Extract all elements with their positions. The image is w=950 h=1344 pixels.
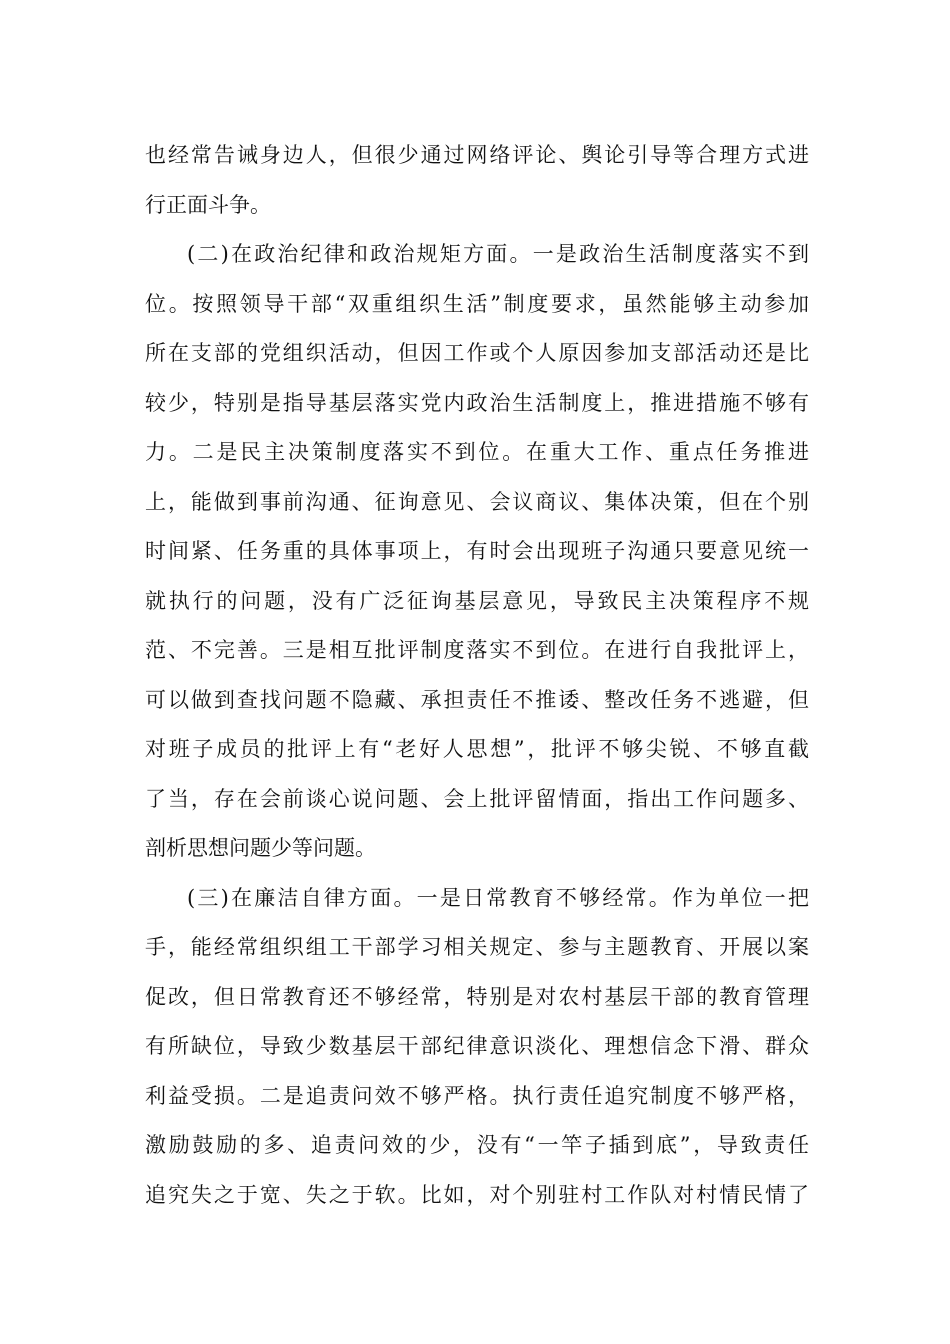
text-line: 也经常告诫身边人，但很少通过网络评论、舆论引导等合理方式进 <box>145 143 809 167</box>
text-line: 促改，但日常教育还不够经常，特别是对农村基层干部的教育管理 <box>145 984 809 1009</box>
text-line: 有所缺位，导致少数基层干部纪律意识淡化、理想信念下滑、群众 <box>145 1034 809 1058</box>
text-line: 追究失之于宽、失之于软。比如，对个别驻村工作队对村情民情了 <box>145 1182 809 1207</box>
paragraph-political-discipline <box>145 230 809 874</box>
paragraph-integrity <box>145 874 809 1221</box>
text-line: 上，能做到事前沟通、征询意见、会议商议、集体决策，但在个别 <box>145 489 809 514</box>
text-line: 了当，存在会前谈心说问题、会上批评留情面，指出工作问题多、 <box>145 786 809 811</box>
text-line: 就执行的问题，没有广泛征询基层意见，导致民主决策程序不规 <box>145 588 809 613</box>
text-line: 较少，特别是指导基层落实党内政治生活制度上，推进措施不够有 <box>145 390 809 415</box>
text-line: 时间紧、任务重的具体事项上，有时会出现班子沟通只要意见统一 <box>145 539 809 563</box>
text-line: 所在支部的党组织活动，但因工作或个人原因参加支部活动还是比 <box>145 341 809 365</box>
text-line: 行正面斗争。 <box>145 192 271 217</box>
document-body <box>145 131 809 1220</box>
text-line: 力。二是民主决策制度落实不到位。在重大工作、重点任务推进 <box>145 440 809 464</box>
text-line: 对班子成员的批评上有“老好人思想”，批评不够尖锐、不够直截 <box>145 737 809 761</box>
text-line: 范、不完善。三是相互批评制度落实不到位。在进行自我批评上， <box>145 638 809 662</box>
text-line: 手，能经常组织组工干部学习相关规定、参与主题教育、开展以案 <box>145 935 809 959</box>
text-line: 利益受损。二是追责问效不够严格。执行责任追究制度不够严格， <box>145 1083 809 1108</box>
text-line: 位。按照领导干部“双重组织生活”制度要求，虽然能够主动参加 <box>145 291 809 316</box>
text-line: 激励鼓励的多、追责问效的少，没有“一竿子插到底”，导致责任 <box>145 1133 809 1157</box>
text-line: 剖析思想问题少等问题。 <box>145 836 376 860</box>
text-line: (二)在政治纪律和政治规矩方面。一是政治生活制度落实不到 <box>187 242 809 266</box>
paragraph-continued <box>145 131 809 230</box>
text-line: 可以做到查找问题不隐藏、承担责任不推诿、整改任务不逃避，但 <box>145 687 809 712</box>
text-line: (三)在廉洁自律方面。一是日常教育不够经常。作为单位一把 <box>187 885 809 910</box>
